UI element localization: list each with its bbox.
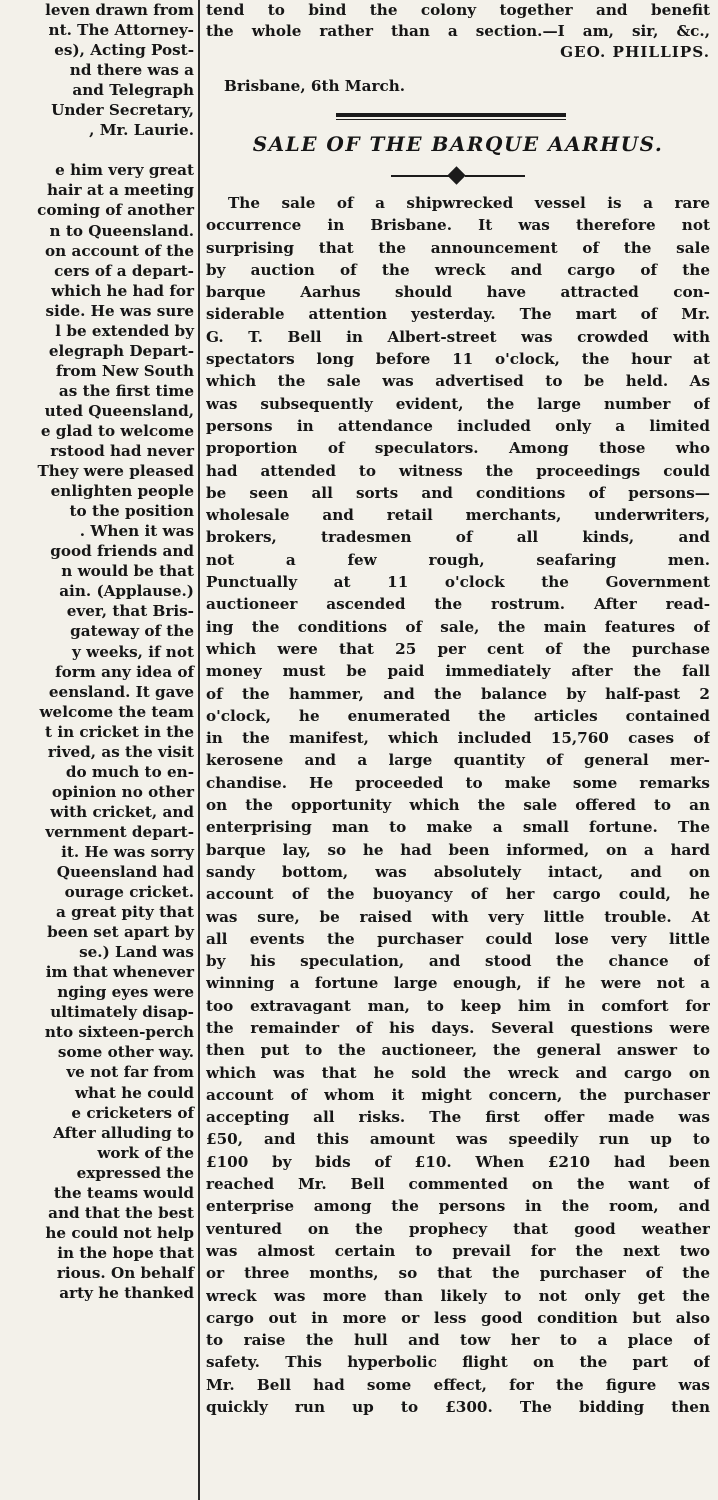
left-column-line: gateway of the bbox=[70, 622, 194, 641]
article-line: spectators long before 11 o'clock, the hour at bbox=[206, 350, 710, 369]
article-line: wreck was more than likely to not only get the bbox=[206, 1286, 710, 1305]
left-column-line: do much to en- bbox=[65, 762, 194, 781]
article-line: £100 by bids of £10. When £210 had been bbox=[206, 1152, 710, 1171]
left-column-line: , Mr. Laurie. bbox=[89, 121, 194, 140]
ornament-left-bar bbox=[391, 175, 451, 177]
article-line: G. T. Bell in Albert-street was crowded with bbox=[206, 327, 710, 346]
left-column-line: and Telegraph bbox=[72, 81, 194, 100]
letter-dateline: Brisbane, 6th March. bbox=[224, 77, 406, 95]
article-headline: SALE OF THE BARQUE AARHUS. bbox=[252, 132, 664, 156]
article-line: had attended to witness the proceedings could bbox=[206, 461, 710, 480]
left-column-line: im that whenever bbox=[45, 963, 194, 982]
article-line: then put to the auctioneer, the general answer to bbox=[206, 1041, 710, 1060]
left-column-line: form any idea of bbox=[55, 662, 194, 681]
right-column bbox=[206, 0, 710, 1500]
left-column-line: e cricketers of bbox=[71, 1103, 194, 1122]
left-column-line: ve not far from bbox=[66, 1063, 194, 1082]
article-line: £50, and this amount was speedily run up to bbox=[206, 1130, 710, 1149]
article-line: of the hammer, and the balance by half-past 2 bbox=[206, 684, 710, 703]
article-line: in the manifest, which included 15,760 cases of bbox=[206, 729, 710, 748]
left-column-line: vernment depart- bbox=[45, 822, 194, 841]
left-column-line: with cricket, and bbox=[50, 802, 194, 821]
article-body bbox=[206, 192, 710, 1418]
article-line: kerosene and a large quantity of general mer- bbox=[206, 751, 710, 770]
article-line: winning a fortune large enough, if he were not a bbox=[206, 974, 710, 993]
ornament-right-bar bbox=[465, 175, 525, 177]
left-column-line: . When it was bbox=[79, 522, 194, 541]
article-line: which was that he sold the wreck and cargo on bbox=[206, 1063, 710, 1082]
ornament-diamond-icon bbox=[447, 166, 465, 184]
left-column-line: ourage cricket. bbox=[64, 883, 194, 902]
headline-ornament bbox=[206, 164, 710, 188]
article-line: account of the buoyancy of her cargo could, he bbox=[206, 885, 710, 904]
left-column-line: in the hope that bbox=[57, 1243, 194, 1262]
left-column-line: been set apart by bbox=[47, 923, 194, 942]
left-column-line: They were pleased bbox=[37, 462, 194, 481]
left-column-line: a great pity that bbox=[56, 903, 194, 922]
article-line: accepting all risks. The first offer made was bbox=[206, 1108, 710, 1127]
article-line: barque lay, so he had been informed, on a hard bbox=[206, 840, 710, 859]
left-column-line: the teams would bbox=[53, 1183, 194, 1202]
left-column-line: rstood had never bbox=[50, 442, 194, 461]
left-column-line: uted Queensland, bbox=[44, 401, 194, 420]
left-column-line: se.) Land was bbox=[79, 943, 194, 962]
left-column-line: nging eyes were bbox=[57, 983, 194, 1002]
left-column-line: cers of a depart- bbox=[54, 261, 194, 280]
article-line: chandise. He proceeded to make some remarks bbox=[206, 773, 710, 792]
left-column-line: welcome the team bbox=[39, 702, 194, 721]
article-line: enterprising man to make a small fortune. The bbox=[206, 818, 710, 837]
divider-thick-rule bbox=[336, 113, 566, 117]
left-column-line: Under Secretary, bbox=[51, 101, 194, 120]
article-line: occurrence in Brisbane. It was therefore not bbox=[206, 216, 710, 235]
left-column-line bbox=[0, 140, 198, 160]
article-line: was subsequently evident, the large number of bbox=[206, 394, 710, 413]
left-column-line: es), Acting Post- bbox=[54, 41, 194, 60]
left-column-line: he could not help bbox=[45, 1223, 194, 1242]
article-line: persons in attendance included only a limited bbox=[206, 416, 710, 435]
left-column-line: on account of the bbox=[45, 241, 194, 260]
left-column-line: and that the best bbox=[48, 1203, 194, 1222]
letter-line: tend to bind the colony together and benefit bbox=[206, 1, 710, 19]
article-line: was sure, be raised with very little trouble. At bbox=[206, 907, 710, 926]
left-column-line: e glad to welcome bbox=[40, 421, 194, 440]
article-line: brokers, tradesmen of all kinds, and bbox=[206, 528, 710, 547]
article-line: be seen all sorts and conditions of persons— bbox=[206, 483, 710, 502]
article-line: o'clock, he enumerated the articles contained bbox=[206, 706, 710, 725]
article-line: safety. This hyperbolic flight on the part of bbox=[206, 1353, 710, 1372]
left-column-line: rived, as the visit bbox=[47, 742, 194, 761]
article-line: by auction of the wreck and cargo of the bbox=[206, 260, 710, 279]
article-line: not a few rough, seafaring men. bbox=[206, 550, 710, 569]
letter-line: the whole rather than a section.—I am, sir, &c., bbox=[206, 22, 710, 40]
article-line: ventured on the prophecy that good weather bbox=[206, 1219, 710, 1238]
article-line: reached Mr. Bell commented on the want of bbox=[206, 1175, 710, 1194]
left-column-line: ultimately disap- bbox=[50, 1003, 194, 1022]
article-line: to raise the hull and tow her to a place of bbox=[206, 1331, 710, 1350]
left-column-line: eensland. It gave bbox=[48, 682, 194, 701]
left-column-line: leven drawn from bbox=[45, 1, 194, 19]
article-line: siderable attention yesterday. The mart of Mr. bbox=[206, 305, 710, 324]
article-line: money must be paid immediately after the fall bbox=[206, 662, 710, 681]
article-line: sandy bottom, was absolutely intact, and on bbox=[206, 862, 710, 881]
left-column-line: nd there was a bbox=[69, 61, 194, 80]
left-column-line: n would be that bbox=[61, 562, 194, 581]
left-column-line: arty he thanked bbox=[59, 1284, 194, 1302]
article-line: too extravagant man, to keep him in comfort for bbox=[206, 996, 710, 1015]
article-line: enterprise among the persons in the room, and bbox=[206, 1197, 710, 1216]
left-column-line: After alluding to bbox=[53, 1123, 194, 1142]
left-column-line: t in cricket in the bbox=[45, 722, 194, 741]
article-line: surprising that the announcement of the sale bbox=[206, 238, 710, 257]
article-line: Mr. Bell had some effect, for the figure was bbox=[206, 1375, 710, 1394]
article-line: or three months, so that the purchaser of the bbox=[206, 1264, 710, 1283]
article-line: by his speculation, and stood the chance of bbox=[206, 952, 710, 971]
left-column-line: rious. On behalf bbox=[56, 1263, 194, 1282]
left-column-line: what he could bbox=[74, 1083, 194, 1102]
article-line: account of whom it might concern, the purchaser bbox=[206, 1085, 710, 1104]
left-column-line: some other way. bbox=[57, 1043, 194, 1062]
article-line: all events the purchaser could lose very little bbox=[206, 929, 710, 948]
article-line: was almost certain to prevail for the next two bbox=[206, 1241, 710, 1260]
left-column-line: hair at a meeting bbox=[46, 181, 194, 200]
left-column-line: ever, that Bris- bbox=[66, 602, 194, 621]
left-column-line: side. He was sure bbox=[45, 301, 194, 320]
left-column-line: it. He was sorry bbox=[61, 842, 194, 861]
left-column-line: Queensland had bbox=[56, 863, 194, 882]
article-line: on the opportunity which the sale offered to an bbox=[206, 796, 710, 815]
article-line: wholesale and retail merchants, underwriters, bbox=[206, 506, 710, 525]
left-column-line: from New South bbox=[55, 361, 194, 380]
article-line: Punctually at 11 o'clock the Government bbox=[206, 573, 710, 592]
left-column-line: l be extended by bbox=[55, 321, 194, 340]
left-column-line: which he had for bbox=[51, 281, 194, 300]
left-column-line: e him very great bbox=[55, 161, 194, 180]
left-column-line: as the first time bbox=[58, 381, 194, 400]
left-column-line: to the position bbox=[69, 502, 194, 521]
left-column bbox=[0, 0, 200, 1500]
section-divider bbox=[206, 100, 710, 126]
article-line: The sale of a shipwrecked vessel is a rare bbox=[228, 194, 710, 212]
left-column-line: y weeks, if not bbox=[72, 642, 194, 661]
left-column-line: nto sixteen-perch bbox=[44, 1023, 194, 1042]
article-line: proportion of speculators. Among those who bbox=[206, 439, 710, 458]
divider-thin-rule bbox=[336, 119, 566, 120]
left-column-line: nt. The Attorney- bbox=[48, 21, 194, 40]
left-column-line: expressed the bbox=[76, 1163, 194, 1182]
article-line: the remainder of his days. Several questions were bbox=[206, 1018, 710, 1037]
left-column-line: work of the bbox=[97, 1143, 194, 1162]
left-column-line: n to Queensland. bbox=[49, 221, 194, 240]
article-line: auctioneer ascended the rostrum. After read- bbox=[206, 595, 710, 614]
left-column-line: elegraph Depart- bbox=[48, 341, 194, 360]
letter-closing bbox=[206, 0, 710, 42]
left-column-line: good friends and bbox=[50, 542, 194, 561]
article-line: cargo out in more or less good condition but also bbox=[206, 1308, 710, 1327]
left-column-line: coming of another bbox=[37, 201, 194, 220]
left-column-line: enlighten people bbox=[50, 482, 194, 501]
article-line: barque Aarhus should have attracted con- bbox=[206, 283, 710, 302]
left-column-line: opinion no other bbox=[51, 782, 194, 801]
letter-signature: GEO. PHILLIPS. bbox=[560, 43, 710, 61]
article-line: which were that 25 per cent of the purchase bbox=[206, 639, 710, 658]
article-line: quickly run up to £300. The bidding then bbox=[206, 1398, 710, 1417]
left-column-line: ain. (Applause.) bbox=[59, 582, 194, 601]
article-line: ing the conditions of sale, the main features of bbox=[206, 617, 710, 636]
article-line: which the sale was advertised to be held. As bbox=[206, 372, 710, 391]
